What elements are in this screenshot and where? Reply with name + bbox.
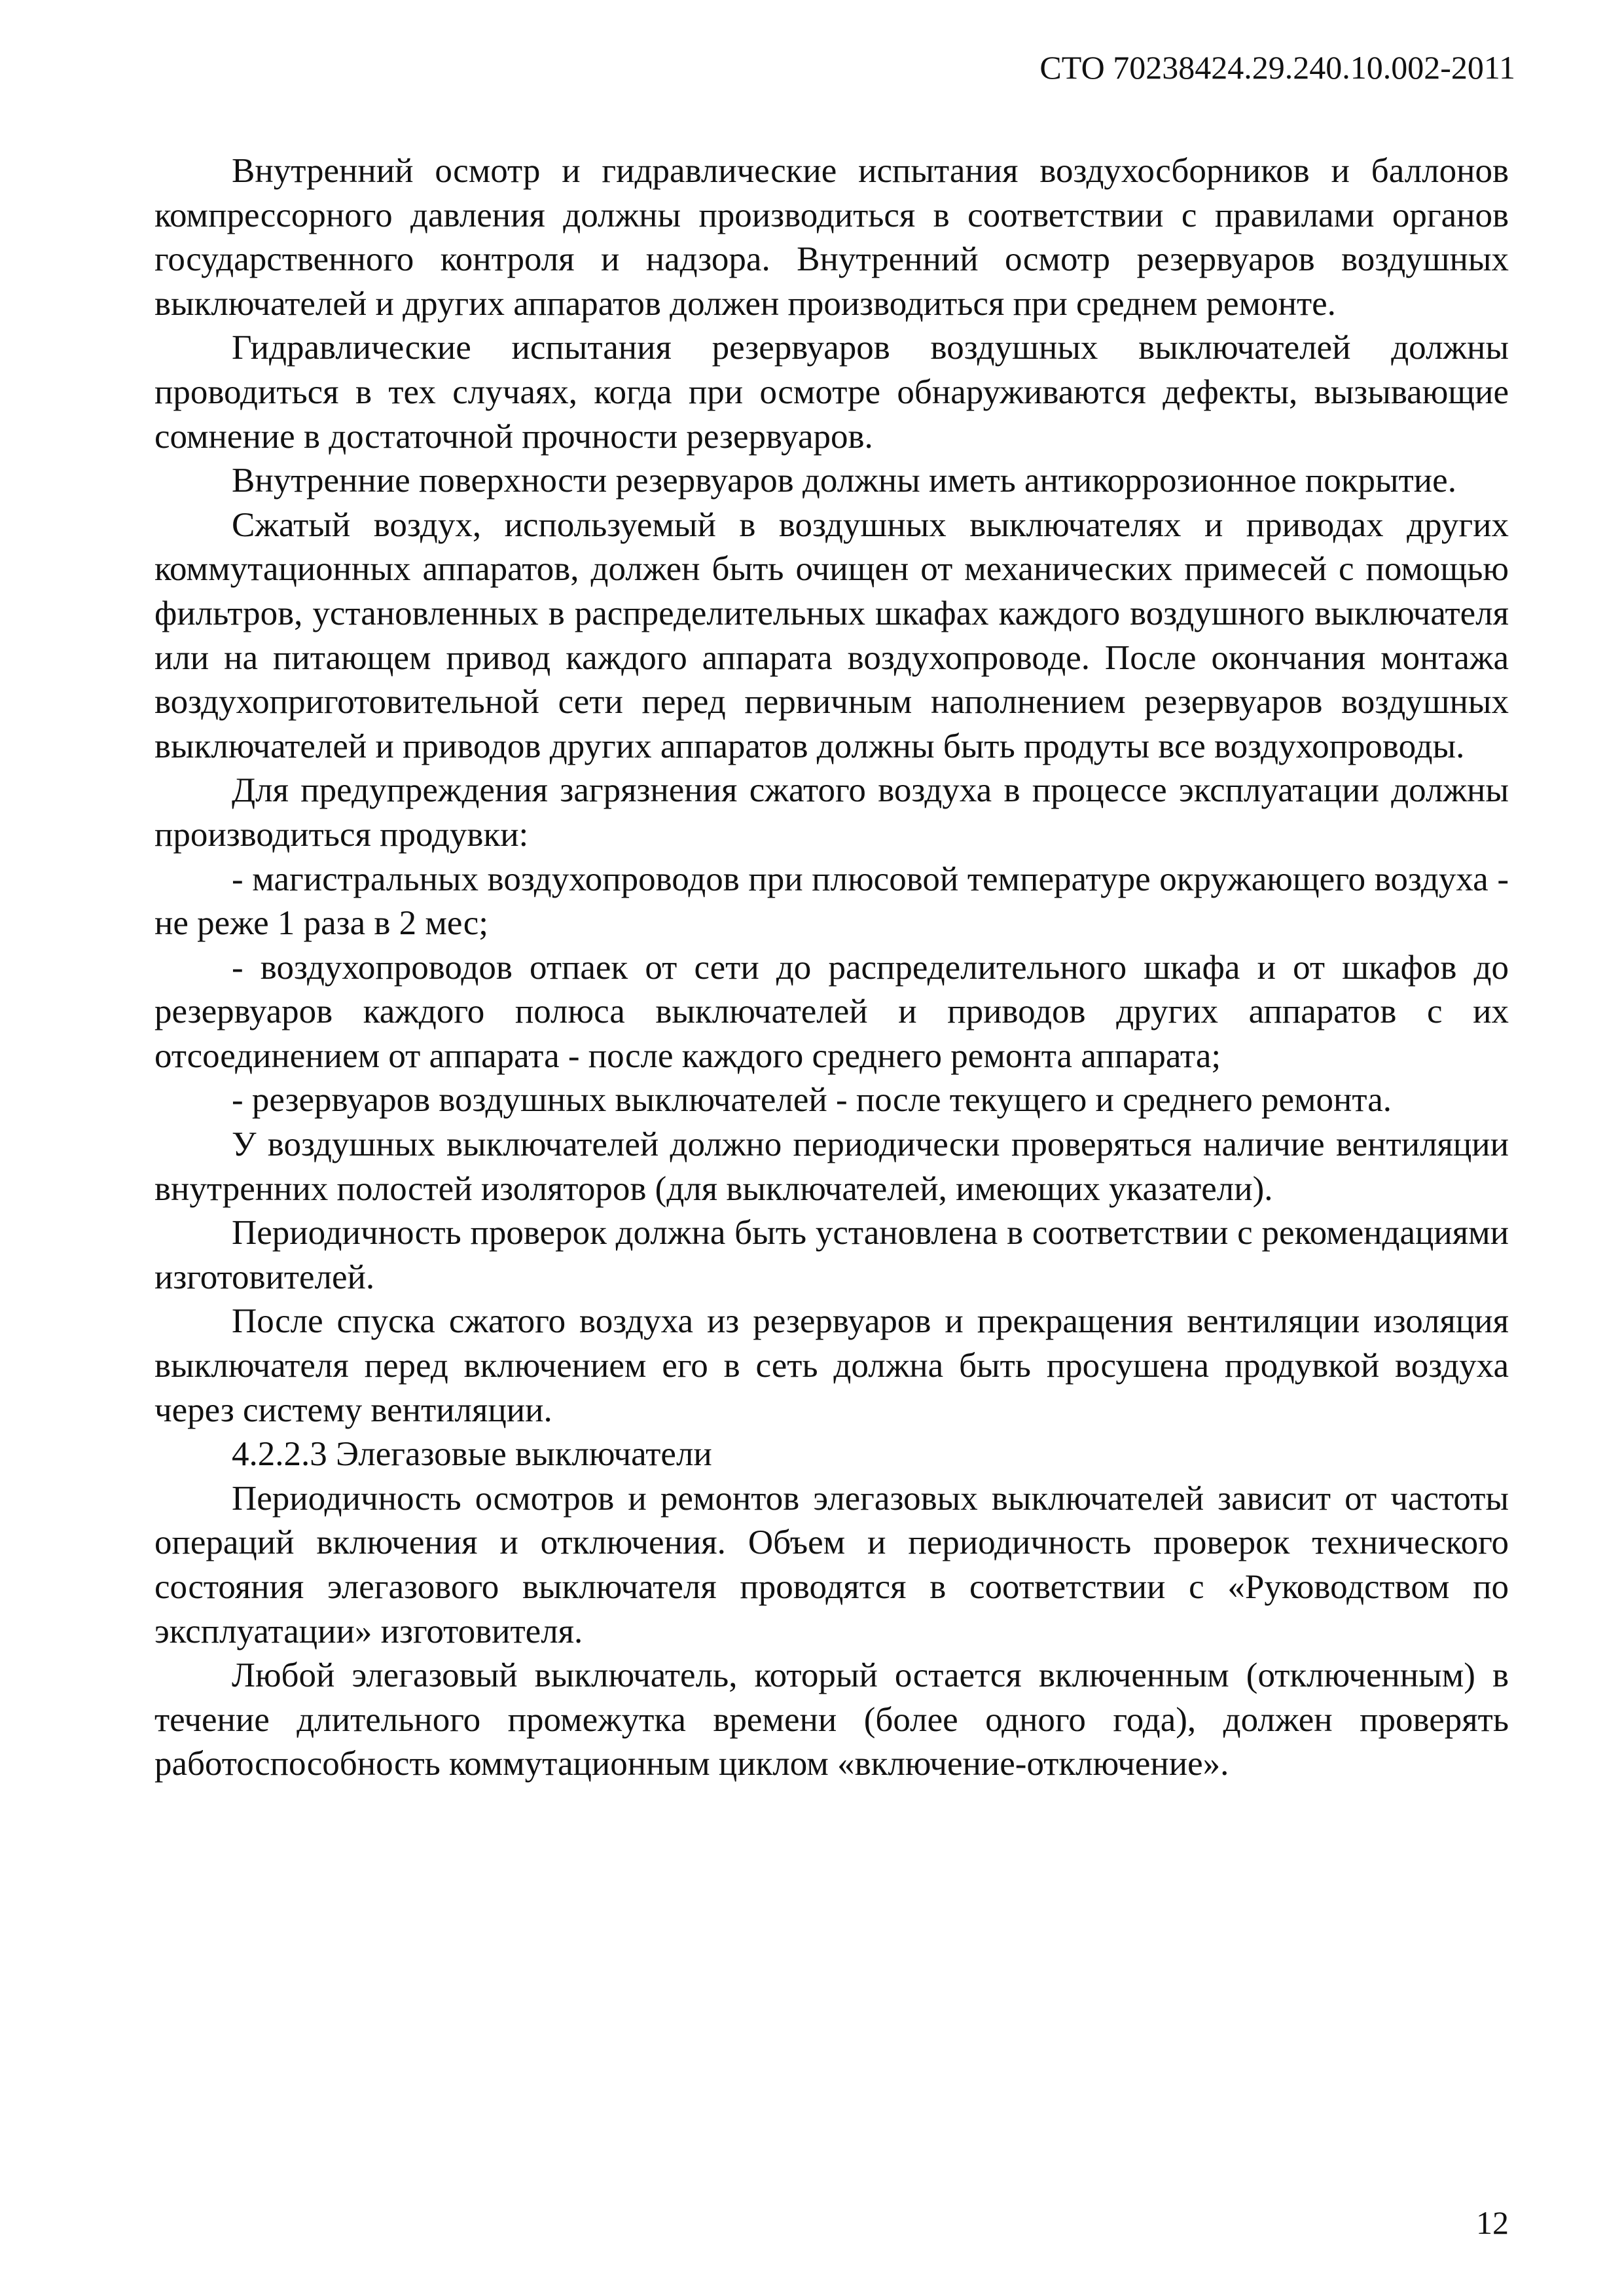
paragraph-sf6-operation-cycle: Любой элегазовый выключатель, который остается включенным (отключенным) в течение длительного промежутка времени (более одного года), должен проверять работоспособность коммутационным циклом «включение-отключение».: [154, 1656, 1509, 1783]
paragraph-purging-intro: Для предупреждения загрязнения сжатого воздуха в процессе эксплуатации должны производиться продувки:: [154, 771, 1509, 854]
paragraph-hydraulic-tests: Гидравлические испытания резервуаров воздушных выключателей должны проводиться в тех случаях, когда при осмотре обнаруживаются дефекты, вызывающие сомнение в достаточной прочности резервуаров.: [154, 329, 1509, 456]
paragraph-ventilation-check: У воздушных выключателей должно периодически проверяться наличие вентиляции внутренних полостей изоляторов (для выключателей, имеющих указатели).: [154, 1125, 1509, 1208]
paragraph-check-periodicity: Периодичность проверок должна быть установлена в соответствии с рекомендациями изготовителей.: [154, 1214, 1509, 1296]
paragraph-drying: После спуска сжатого воздуха из резервуаров и прекращения вентиляции изоляция выключателя перед включением его в сеть должна быть просушена продувкой воздуха через систему вентиляции.: [154, 1302, 1509, 1429]
section-heading-sf6-breakers: 4.2.2.3 Элегазовые выключатели: [232, 1435, 712, 1474]
paragraph-inspection: Внутренний осмотр и гидравлические испытания воздухосборников и баллонов компрессорного давления должны производиться в соответствии с правилами органов государственного контроля и надзора. Внутренний осмотр резервуаров воздушных выключателей и других аппаратов должен производиться при среднем ремонте.: [154, 152, 1509, 323]
list-item-reservoirs: - резервуаров воздушных выключателей - после текущего и среднего ремонта.: [232, 1081, 1392, 1120]
page-number: 12: [1476, 2204, 1509, 2241]
paragraph-compressed-air: Сжатый воздух, используемый в воздушных выключателях и приводах других коммутационных аппаратов, должен быть очищен от механических примесей с помощью фильтров, установленных в распределительных шкафах каждого воздушного выключателя или на питающем привод каждого аппарата воздухопроводе. После окончания монтажа воздухоприготовительной сети перед первичным наполнением резервуаров воздушных выключателей и приводов других аппаратов должны быть продуты все воздухопроводы.: [154, 505, 1509, 765]
document-code-header: СТО 70238424.29.240.10.002-2011: [1039, 49, 1515, 86]
paragraph-sf6-maintenance: Периодичность осмотров и ремонтов элегазовых выключателей зависит от частоты операций включения и отключения. Объем и периодичность проверок технического состояния элегазового выключателя проводятся в соответствии с «Руководством по эксплуатации» изготовителя.: [154, 1479, 1509, 1650]
body-text: [154, 149, 1509, 1787]
list-item-branch-pipelines: - воздухопроводов отпаек от сети до распределительного шкафа и от шкафов до резервуаров каждого полюса выключателей и приводов других аппаратов с их отсоединением от аппарата - после каждого среднего ремонта аппарата;: [154, 948, 1509, 1075]
list-item-main-pipelines: - магистральных воздухопроводов при плюсовой температуре окружающего воздуха - не реже 1 раза в 2 мес;: [154, 860, 1509, 943]
paragraph-coating: Внутренние поверхности резервуаров должны иметь антикоррозионное покрытие.: [232, 462, 1456, 500]
